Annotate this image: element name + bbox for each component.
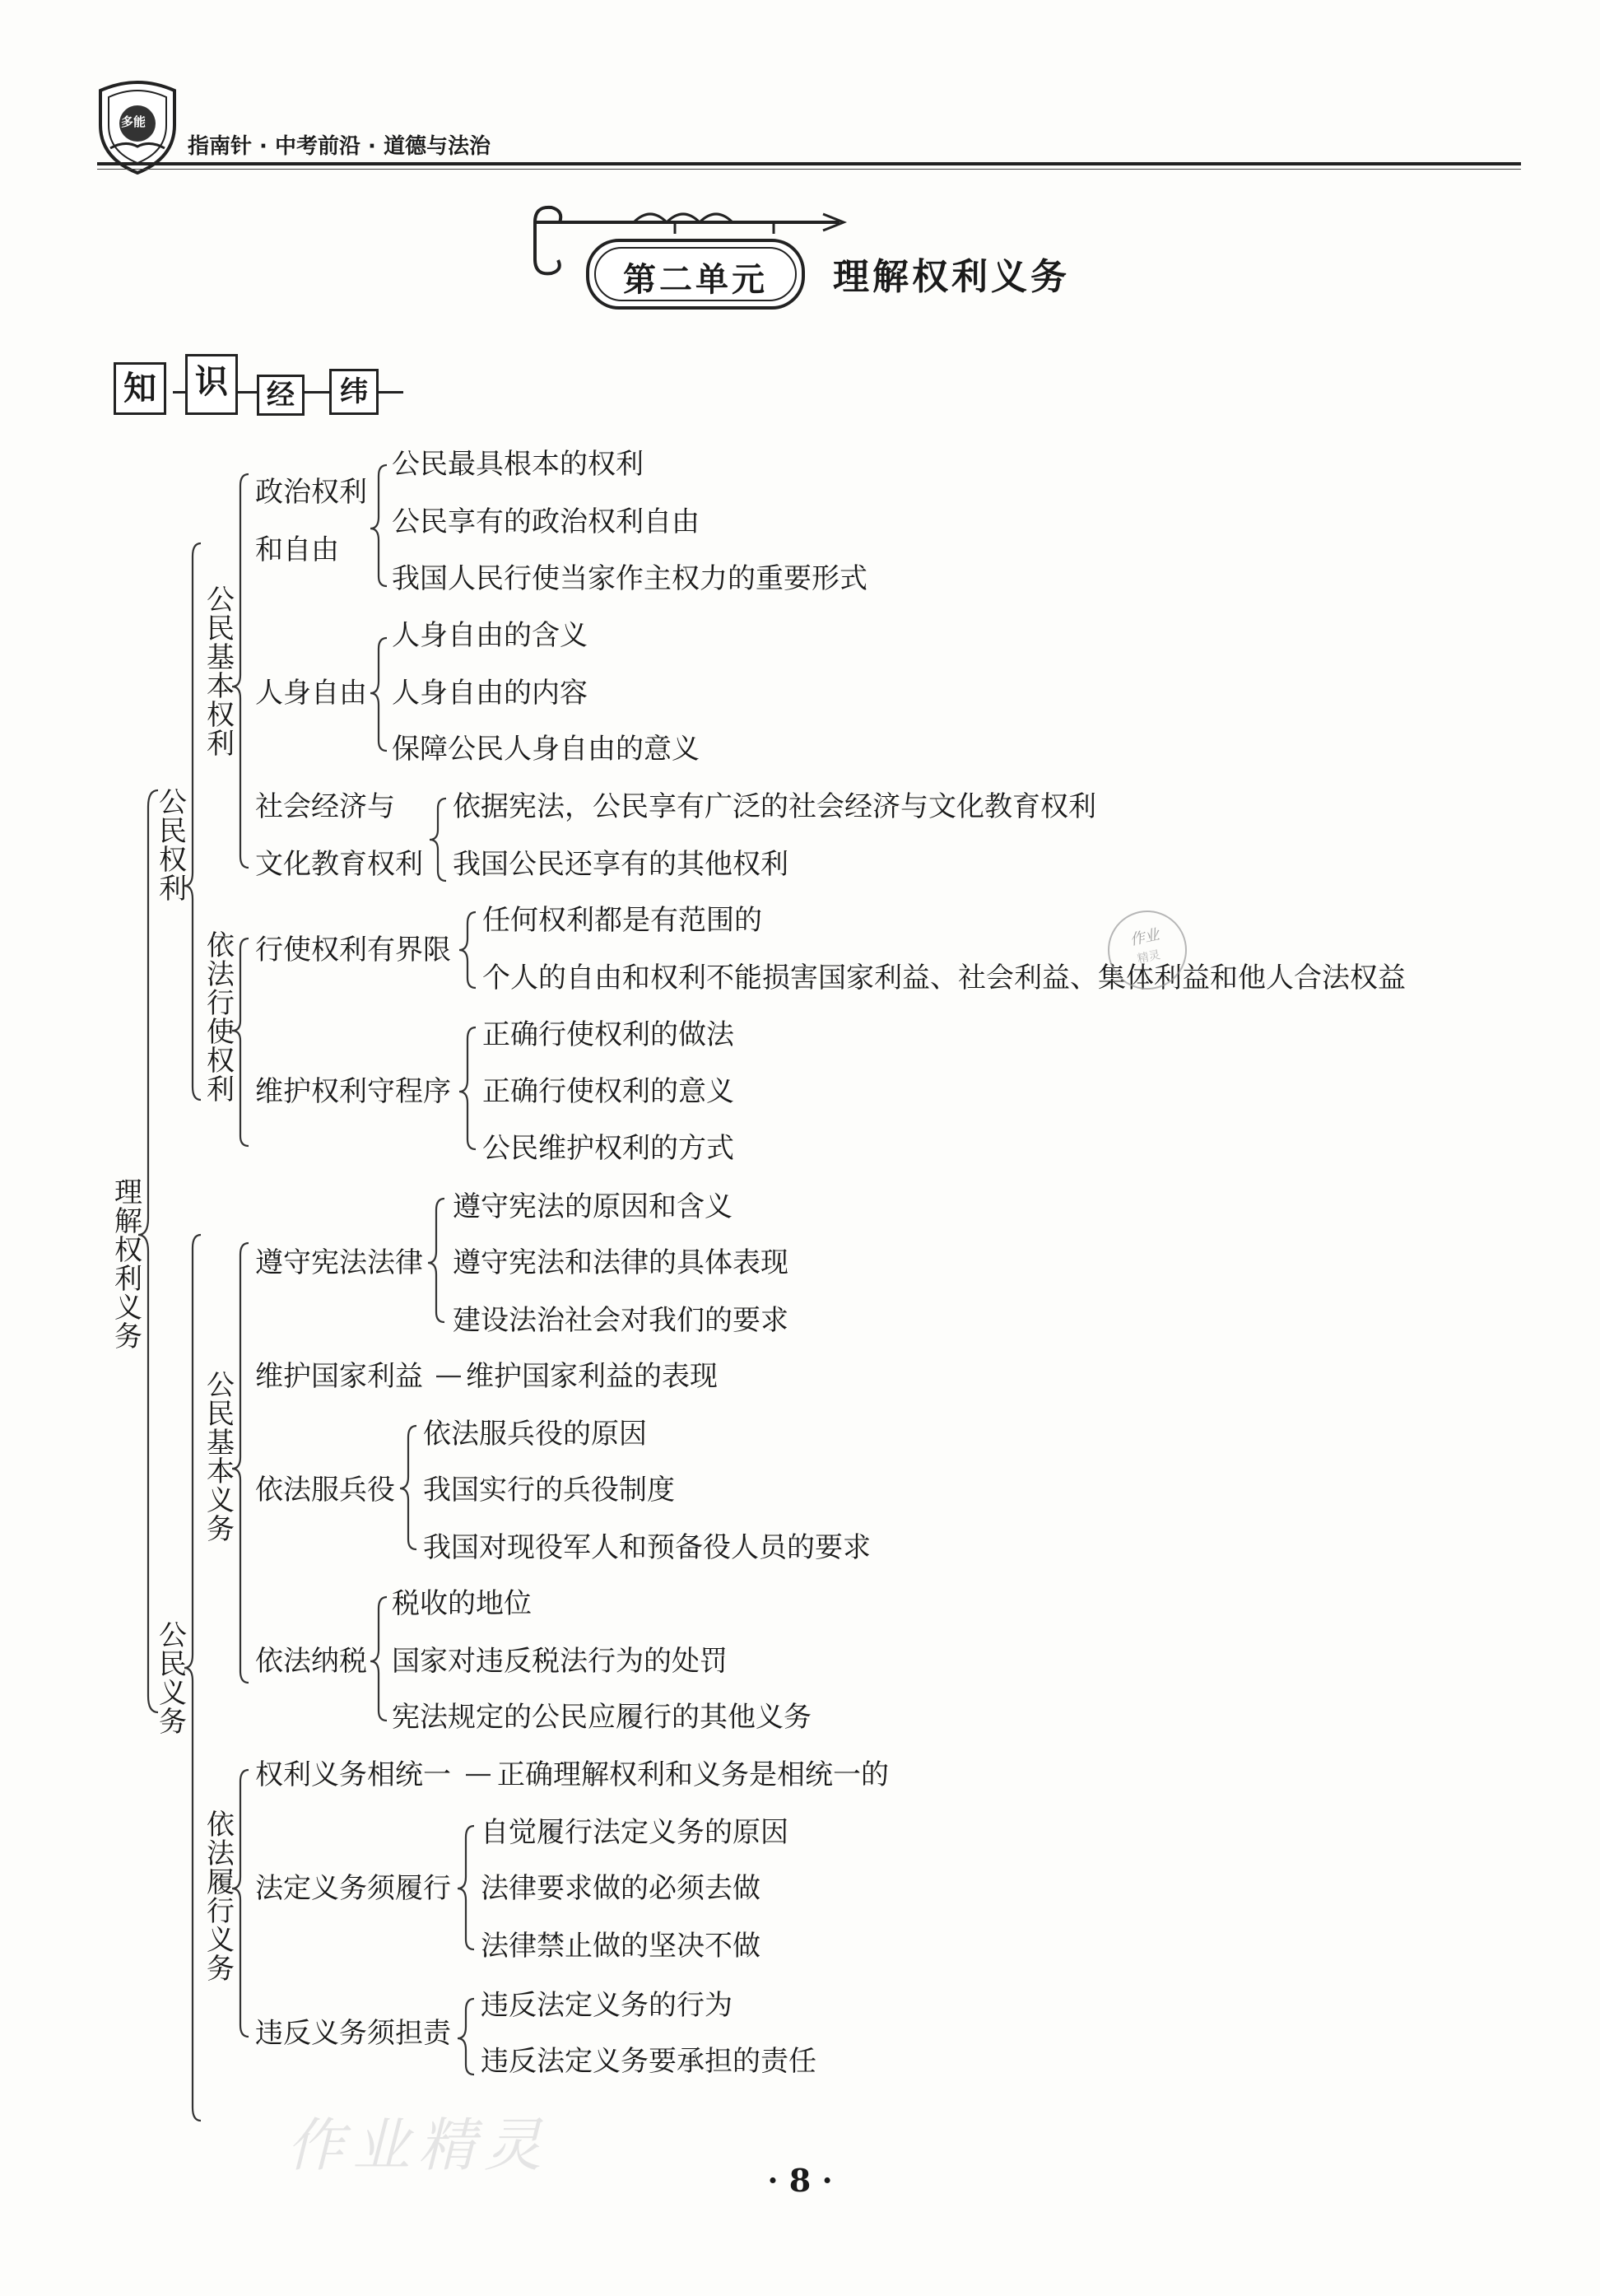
rights-node: 公民权利 [159, 786, 187, 906]
root-node: 理解权利义务 [114, 1176, 142, 1353]
unity-item: 正确理解权利和义务是相统一的 [497, 1758, 889, 1791]
limits-item-1: 任何权利都是有范围的 [482, 904, 762, 937]
national-interest-node: 维护国家利益 [255, 1360, 423, 1393]
heading-char-2: 识 [185, 354, 238, 415]
national-interest-item: 维护国家利益的表现 [466, 1360, 718, 1393]
heading-char-4: 纬 [329, 369, 379, 415]
violate-item-1: 违反法定义务的行为 [481, 1989, 733, 2022]
watermark: 作业精灵 [286, 2112, 550, 2179]
unit-badge-text: 第二单元 [623, 261, 768, 299]
perform-duties-node: 依法履行义务 [207, 1809, 235, 1986]
procedure-item-3: 公民维护权利的方式 [482, 1132, 734, 1165]
constitution-item-3: 建设法治社会对我们的要求 [453, 1304, 788, 1337]
tax-item-2: 国家对违反税法行为的处罚 [392, 1645, 728, 1678]
procedure-item-1: 正确行使权利的做法 [482, 1018, 734, 1051]
must-item-3: 法律禁止做的坚决不做 [481, 1930, 760, 1963]
military-item-1: 依法服兵役的原因 [423, 1418, 647, 1451]
heading-char-1: 知 [114, 362, 166, 415]
personal-freedom-node: 人身自由 [255, 677, 367, 710]
must-perform-node: 法定义务须履行 [255, 1872, 451, 1905]
military-item-2: 我国实行的兵役制度 [423, 1474, 675, 1507]
unit-title: 理解权利义务 [833, 256, 1070, 298]
social-item-2: 我国公民还享有的其他权利 [453, 848, 788, 881]
tax-item-1: 税收的地位 [392, 1587, 532, 1620]
social-rights-line2: 文化教育权利 [255, 848, 423, 881]
military-item-3: 我国对现役军人和预备役人员的要求 [423, 1531, 871, 1564]
personal-item-2: 人身自由的内容 [392, 677, 588, 710]
heading-char-3: 经 [257, 375, 305, 416]
exercise-rights-node: 依法行使权利 [207, 929, 235, 1106]
social-item-1: 依据宪法，公民享有广泛的社会经济与文化教育权利 [453, 790, 1096, 823]
tax-node: 依法纳税 [255, 1645, 367, 1678]
social-rights-line1: 社会经济与 [255, 790, 395, 823]
personal-item-1: 人身自由的含义 [392, 619, 588, 652]
constitution-node: 遵守宪法法律 [255, 1246, 423, 1279]
violate-item-2: 违反法定义务要承担的责任 [481, 2045, 816, 2078]
basic-duties-node: 公民基本义务 [207, 1369, 235, 1546]
constitution-item-1: 遵守宪法的原因和含义 [453, 1190, 733, 1223]
procedure-item-2: 正确行使权利的意义 [482, 1075, 734, 1108]
political-rights-line1: 政治权利 [255, 476, 367, 509]
duties-node: 公民义务 [159, 1619, 187, 1739]
personal-item-3: 保障公民人身自由的意义 [392, 733, 700, 766]
limits-node: 行使权利有界限 [255, 934, 451, 966]
stamp-line2: 精灵 [1136, 948, 1162, 966]
political-rights-line2: 和自由 [255, 533, 339, 566]
political-item-3: 我国人民行使当家作主权力的重要形式 [392, 562, 867, 595]
unity-node: 权利义务相统一 [255, 1758, 451, 1791]
basic-rights-node: 公民基本权利 [207, 584, 235, 761]
political-item-2: 公民享有的政治权利自由 [392, 505, 700, 538]
series-title: 指南针 · 中考前沿 · 道德与法治 [188, 134, 491, 159]
procedure-node: 维护权利守程序 [255, 1075, 451, 1108]
political-item-1: 公民最具根本的权利 [392, 448, 644, 481]
stamp-line1: 作业 [1128, 925, 1161, 949]
tax-item-3: 宪法规定的公民应履行的其他义务 [392, 1701, 812, 1734]
must-item-1: 自觉履行法定义务的原因 [481, 1816, 788, 1849]
military-node: 依法服兵役 [255, 1474, 395, 1507]
must-item-2: 法律要求做的必须去做 [481, 1872, 760, 1905]
limits-item-2: 个人的自由和权利不能损害国家利益、社会利益、集体利益和他人合法权益 [482, 962, 1406, 994]
logo-text: 多能 [121, 114, 147, 129]
constitution-item-2: 遵守宪法和法律的具体表现 [453, 1246, 788, 1279]
page-number: · 8 · [767, 2162, 833, 2199]
violate-node: 违反义务须担责 [255, 2017, 451, 2050]
